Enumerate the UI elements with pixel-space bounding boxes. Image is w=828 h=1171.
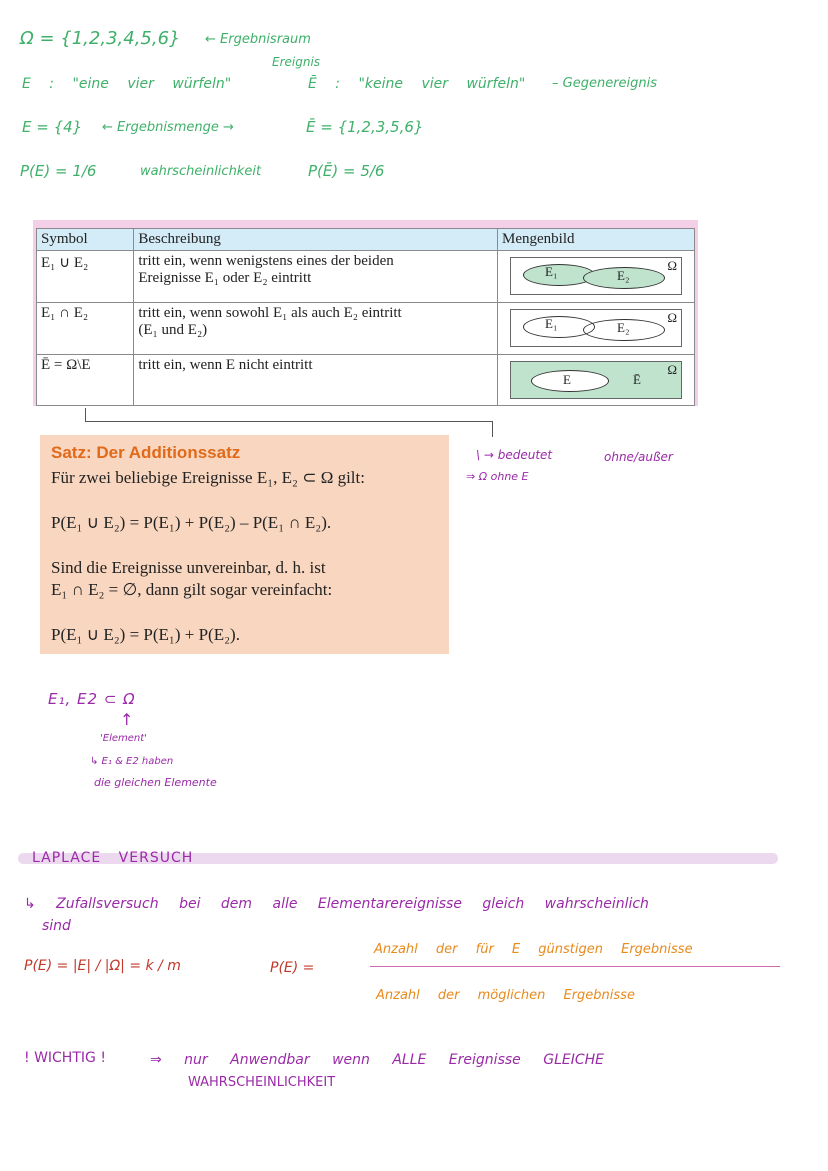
satz-formula: P(E₁ ∪ E₂) = P(E₁) + P(E₂) – P(E₁ ∩ E₂). [51,513,332,532]
ereignis-label: Ereignis [272,55,321,69]
event-set: E = {4} [22,118,83,136]
row-symbol: E₁ ∪ E₂ [37,251,134,303]
ergebnismenge-label: ← Ergebnismenge → [102,120,234,135]
wahrscheinlichkeit-label: wahrscheinlichkeit [140,164,262,179]
fraction-line [370,966,780,967]
table-header-row [37,229,695,251]
row-venn [498,303,695,355]
venn-complement [510,361,682,399]
row-desc-line2: (E₁ und E₂) [138,322,208,338]
gleichen-note: die gleichen Elemente [94,776,217,789]
venn-e-label: E [563,372,571,387]
venn-ebar-label: Ē [633,372,641,387]
pointer-line [492,421,493,437]
table-row [37,303,695,355]
formula-denominator: Anzahl der möglichen Ergebnisse [376,988,635,1003]
symbol-table-panel [33,220,698,406]
row-desc-line1: tritt ein, wenn E nicht eintritt [138,357,313,373]
row-desc [134,303,498,355]
additionssatz-box [40,435,449,654]
pointer-line [85,408,86,422]
omega-set: Ω = {1,2,3,4,5,6} [20,28,181,49]
probability-e: P(E) = 1/6 [20,162,97,180]
row-desc-line1: tritt ein, wenn sowohl E₁ als auch E₂ eintritt [138,305,402,321]
omega-label: ← Ergebnisraum [205,32,311,47]
satz-line: Für zwei beliebige Ereignisse E₁, E₂ ⊂ Ω gilt: [51,468,365,487]
header-mengenbild: Mengenbild [498,229,695,251]
row-symbol: E₁ ∩ E₂ [37,303,134,355]
wichtig-note-cont: WAHRSCHEINLICHKEIT [188,1075,336,1090]
row-desc-line2: Ereignisse E₁ oder E₂ eintritt [138,270,312,286]
venn-e1-label: E₁ [545,264,558,279]
laplace-definition: ↳ Zufallsversuch bei dem alle Elementarereignisse gleich wahrscheinlich [24,896,649,912]
wichtig-note: ⇒ nur Anwendbar wenn ALLE Ereignisse GLEICHE [150,1052,604,1068]
ohne-note: ohne/außer [604,450,673,464]
venn-omega-label: Ω [667,362,677,377]
laplace-title: LAPLACE VERSUCH [32,850,194,866]
venn-e2-label: E₂ [617,320,630,335]
header-symbol: Symbol [37,229,134,251]
row-venn [498,251,695,303]
satz-line: E₁ ∩ E₂ = ∅, dann gilt sogar vereinfacht: [51,580,333,599]
element-note: 'Element' [100,733,147,744]
venn-union [510,257,682,295]
row-symbol: Ē = Ω\E [37,355,134,406]
gegenereignis-label: – Gegenereignis [552,76,658,91]
venn-intersection [510,309,682,347]
laplace-formula-label: P(E) = [270,960,315,976]
formula-numerator: Anzahl der für E günstigen Ergebnisse [374,942,693,957]
venn-e2-label: E₂ [617,268,630,283]
row-desc [134,251,498,303]
venn-e1-label: E₁ [545,316,558,331]
wichtig-label: ! WICHTIG ! [24,1050,106,1066]
row-venn [498,355,695,406]
table-row [37,251,695,303]
haben-note: ↳ E₁ & E2 haben [90,756,174,767]
laplace-definition-cont: sind [42,918,71,934]
arrow-note: ↑ [120,710,134,729]
probability-complement: P(Ē) = 5/6 [308,162,385,180]
row-desc [134,355,498,406]
subset-note: E₁, E2 ⊂ Ω [48,690,136,708]
satz-formula: P(E₁ ∪ E₂) = P(E₁) + P(E₂). [51,625,240,644]
complement-set: Ē = {1,2,3,5,6} [306,118,424,136]
symbol-table [36,228,695,406]
omega-ohne-note: ⇒ Ω ohne E [466,470,529,483]
venn-omega-label: Ω [667,310,677,325]
pointer-line [85,421,493,422]
laplace-formula-short: P(E) = |E| / |Ω| = k / m [24,958,181,974]
satz-title: Satz: Der Additionssatz [51,443,241,462]
complement-def: Ē : "keine vier würfeln" [308,76,526,92]
backslash-note: \ → bedeutet [476,448,553,462]
event-def: E : "eine vier würfeln" [22,76,232,92]
venn-omega-label: Ω [667,258,677,273]
table-row [37,355,695,406]
row-desc-line1: tritt ein, wenn wenigstens eines der beiden [138,253,394,269]
satz-line: Sind die Ereignisse unvereinbar, d. h. ist [51,558,326,577]
header-beschreibung: Beschreibung [134,229,498,251]
